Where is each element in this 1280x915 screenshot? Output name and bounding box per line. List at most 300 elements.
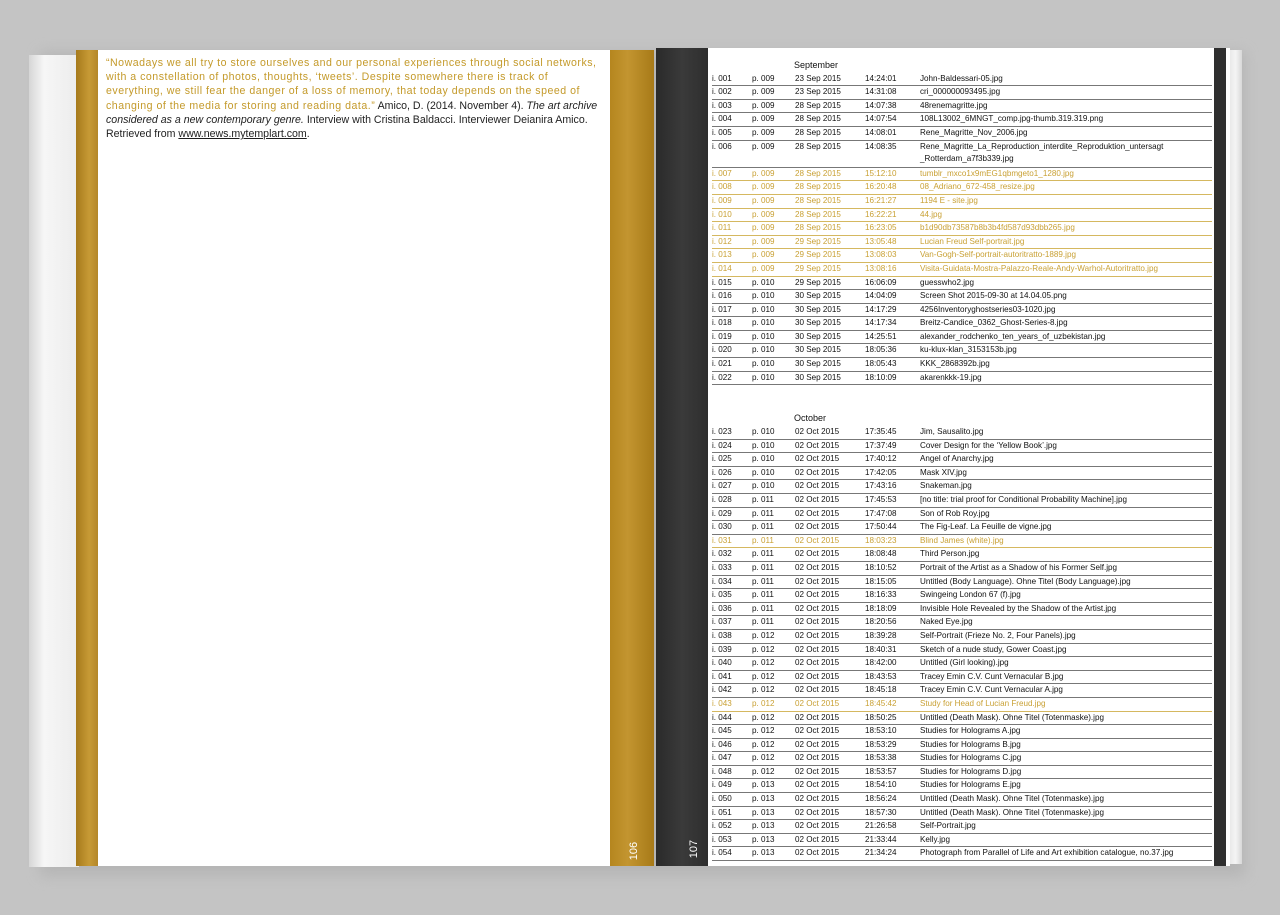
date: 02 Oct 2015 <box>795 603 840 613</box>
item-number: i. 023 <box>712 427 732 437</box>
time: 14:04:09 <box>865 291 897 301</box>
time: 14:08:01 <box>865 127 897 137</box>
filename: Studies for Holograms C.jpg <box>920 753 1022 763</box>
table-row <box>712 181 1212 195</box>
time: 16:06:09 <box>865 277 897 287</box>
filename: Self-Portrait.jpg <box>920 821 976 831</box>
filename: Visita-Guidata-Mostra-Palazzo-Reale-Andy-Warhol-Autoritratto.jpg <box>920 263 1158 273</box>
page-ref: p. 013 <box>752 848 775 858</box>
page-ref: p. 010 <box>752 372 775 382</box>
item-number: i. 011 <box>712 223 732 233</box>
page-ref: p. 010 <box>752 318 775 328</box>
september-rows <box>712 73 1212 386</box>
page-ref: p. 009 <box>752 114 775 124</box>
date: 02 Oct 2015 <box>795 821 840 831</box>
item-number: i. 024 <box>712 440 732 450</box>
item-number: i. 032 <box>712 549 732 559</box>
time: 18:15:05 <box>865 576 897 586</box>
table-row <box>712 73 1212 87</box>
page-ref: p. 012 <box>752 644 775 654</box>
filename: Screen Shot 2015-09-30 at 14.04.05.png <box>920 291 1067 301</box>
table-row <box>712 168 1212 182</box>
filename: Jim, Sausalito.jpg <box>920 427 984 437</box>
date: 28 Sep 2015 <box>795 127 841 137</box>
page-ref: p. 011 <box>752 508 774 518</box>
date: 28 Sep 2015 <box>795 182 841 192</box>
filename: b1d90db73587b8b3b4fd587d93dbb265.jpg <box>920 223 1075 233</box>
time: 18:43:53 <box>865 671 897 681</box>
item-number: i. 015 <box>712 277 732 287</box>
time: 17:47:08 <box>865 508 897 518</box>
filename: Untitled (Death Mask). Ohne Titel (Totenmaske).jpg <box>920 794 1104 804</box>
item-number: i. 053 <box>712 834 732 844</box>
table-row <box>712 100 1212 114</box>
page-ref: p. 009 <box>752 263 775 273</box>
time: 16:21:27 <box>865 195 897 205</box>
filename: Untitled (Death Mask). Ohne Titel (Totenmaske).jpg <box>920 712 1104 722</box>
time: 18:53:10 <box>865 726 897 736</box>
filename: Portrait of the Artist as a Shadow of his Former Self.jpg <box>920 562 1118 572</box>
page-ref: p. 011 <box>752 495 774 504</box>
time: 18:05:36 <box>865 345 897 355</box>
time: 18:10:52 <box>865 562 897 572</box>
page-ref: p. 011 <box>752 617 774 627</box>
filename: Third Person.jpg <box>920 549 980 559</box>
time: 13:08:16 <box>865 263 897 273</box>
right-page-number-text: 107 <box>688 839 700 859</box>
item-number: i. 005 <box>712 127 732 137</box>
table-row <box>712 236 1212 250</box>
item-number: i. 004 <box>712 114 732 124</box>
date: 28 Sep 2015 <box>795 168 841 178</box>
filename: Cover Design for the ‘Yellow Book’.jpg <box>920 440 1057 450</box>
time: 18:40:31 <box>865 644 897 654</box>
table-row <box>712 358 1212 372</box>
item-number: i. 021 <box>712 359 732 369</box>
page-ref: p. 011 <box>752 562 774 572</box>
image-index-table <box>712 59 1212 861</box>
date: 02 Oct 2015 <box>795 726 840 736</box>
page-ref: p. 011 <box>752 522 774 532</box>
page-ref: p. 012 <box>752 739 775 749</box>
date: 23 Sep 2015 <box>795 73 841 83</box>
item-number: i. 022 <box>712 372 732 382</box>
month-gap <box>712 385 1212 412</box>
table-row <box>712 834 1212 848</box>
table-row <box>712 508 1212 522</box>
table-row <box>712 562 1212 576</box>
time: 17:42:05 <box>865 467 897 477</box>
item-number: i. 026 <box>712 467 732 477</box>
filename: Self-Portrait (Frieze No. 2, Four Panels).jpg <box>920 630 1076 640</box>
item-number: i. 033 <box>712 562 732 572</box>
time: 18:53:29 <box>865 739 897 749</box>
date: 30 Sep 2015 <box>795 291 841 301</box>
left-page-gold-edge <box>76 50 98 866</box>
table-row <box>712 603 1212 617</box>
filename: Photograph from Parallel of Life and Art exhibition catalogue, no.37.jpg <box>920 848 1174 858</box>
page-ref: p. 012 <box>752 658 775 668</box>
page-ref: p. 013 <box>752 821 775 831</box>
date: 02 Oct 2015 <box>795 780 840 790</box>
filename: The Fig-Leaf. La Feuille de vigne.jpg <box>920 522 1052 532</box>
time: 18:16:33 <box>865 590 897 600</box>
page-ref: p. 010 <box>752 345 775 355</box>
filename: Study for Head of Lucian Freud.jpg <box>920 698 1046 708</box>
date: 29 Sep 2015 <box>795 236 841 246</box>
time: 14:31:08 <box>865 87 897 97</box>
filename: Invisible Hole Revealed by the Shadow of the Artist.jpg <box>920 603 1117 613</box>
page-ref: p. 010 <box>752 440 775 450</box>
date: 02 Oct 2015 <box>795 454 840 464</box>
table-row <box>712 752 1212 766</box>
filename: Rene_Magritte_Nov_2006.jpg <box>920 127 1028 137</box>
page-ref: p. 009 <box>752 223 775 233</box>
table-row <box>712 372 1212 386</box>
item-number: i. 034 <box>712 576 732 586</box>
time: 18:54:10 <box>865 780 897 790</box>
table-row <box>712 779 1212 793</box>
filename: Lucian Freud Self-portrait.jpg <box>920 236 1025 246</box>
page-ref: p. 012 <box>752 726 775 736</box>
item-number: i. 050 <box>712 794 732 804</box>
month-heading-september: September <box>794 60 839 70</box>
date: 30 Sep 2015 <box>795 331 841 341</box>
item-number: i. 008 <box>712 182 732 192</box>
item-number: i. 049 <box>712 780 732 790</box>
item-number: i. 044 <box>712 712 732 722</box>
filename: John-Baldessari-05.jpg <box>920 73 1003 83</box>
filename: [no title: trial proof for Conditional Probability Machine].jpg <box>920 495 1127 504</box>
filename: Untitled (Death Mask). Ohne Titel (Totenmaske).jpg <box>920 807 1104 817</box>
item-number: i. 030 <box>712 522 732 532</box>
date: 02 Oct 2015 <box>795 671 840 681</box>
filename: Swingeing London 67 (f).jpg <box>920 590 1021 600</box>
table-row <box>712 807 1212 821</box>
item-number: i. 007 <box>712 168 732 178</box>
time: 18:18:09 <box>865 603 897 613</box>
date: 23 Sep 2015 <box>795 87 841 97</box>
date: 30 Sep 2015 <box>795 359 841 369</box>
page-ref: p. 010 <box>752 277 775 287</box>
page-ref: p. 009 <box>752 87 775 97</box>
time: 18:56:24 <box>865 794 897 804</box>
page-ref: p. 013 <box>752 794 775 804</box>
date: 02 Oct 2015 <box>795 549 840 559</box>
table-row <box>712 86 1212 100</box>
date: 30 Sep 2015 <box>795 304 841 314</box>
table-row <box>712 127 1212 141</box>
time: 18:03:23 <box>865 535 897 545</box>
table-row <box>712 467 1212 481</box>
page-ref: p. 009 <box>752 182 775 192</box>
table-row <box>712 535 1212 549</box>
table-row <box>712 263 1212 277</box>
date: 02 Oct 2015 <box>795 685 840 695</box>
date: 02 Oct 2015 <box>795 766 840 776</box>
date: 02 Oct 2015 <box>795 794 840 804</box>
filename: alexander_rodchenko_ten_years_of_uzbekistan.jpg <box>920 331 1106 341</box>
time: 18:45:18 <box>865 685 897 695</box>
table-row <box>712 725 1212 739</box>
page-ref: p. 012 <box>752 671 775 681</box>
item-number: i. 043 <box>712 698 732 708</box>
table-row <box>712 847 1212 861</box>
filename: 108L13002_6MNGT_comp.jpg-thumb.319.319.png <box>920 114 1104 124</box>
filename: 4256Inventoryghostseries03-1020.jpg <box>920 304 1056 314</box>
item-number: i. 020 <box>712 345 732 355</box>
filename: guesswho2.jpg <box>920 277 974 287</box>
page-ref: p. 009 <box>752 141 775 151</box>
date: 29 Sep 2015 <box>795 277 841 287</box>
page-ref: p. 012 <box>752 630 775 640</box>
table-row <box>712 521 1212 535</box>
item-number: i. 010 <box>712 209 732 219</box>
page-ref: p. 010 <box>752 427 775 437</box>
time: 14:25:51 <box>865 331 897 341</box>
item-number: i. 028 <box>712 495 732 504</box>
date: 02 Oct 2015 <box>795 576 840 586</box>
item-number: i. 006 <box>712 141 732 151</box>
page-ref: p. 009 <box>752 100 775 110</box>
filename: tumblr_mxco1x9mEG1qbmgeto1_1280.jpg <box>920 168 1074 178</box>
page-ref: p. 010 <box>752 454 775 464</box>
book-cover-left <box>29 55 79 867</box>
item-number: i. 012 <box>712 236 732 246</box>
time: 14:08:35 <box>865 141 897 151</box>
date: 28 Sep 2015 <box>795 100 841 110</box>
filename: Sketch of a nude study, Gower Coast.jpg <box>920 644 1067 654</box>
table-row <box>712 684 1212 698</box>
date: 28 Sep 2015 <box>795 195 841 205</box>
page-ref: p. 013 <box>752 834 775 844</box>
filename: KKK_2868392b.jpg <box>920 359 990 369</box>
table-row <box>712 657 1212 671</box>
time: 14:17:34 <box>865 318 897 328</box>
item-number: i. 039 <box>712 644 732 654</box>
time: 17:35:45 <box>865 427 897 437</box>
table-row <box>712 222 1212 236</box>
table-row <box>712 331 1212 345</box>
citation-details: Interview with Cristina Baldacci. Interviewer Deianira Amico. Retrieved from <box>106 113 588 141</box>
page-ref: p. 010 <box>752 291 775 301</box>
time: 14:24:01 <box>865 73 897 83</box>
time: 16:22:21 <box>865 209 897 219</box>
page-ref: p. 010 <box>752 481 775 491</box>
october-rows <box>712 426 1212 861</box>
table-row <box>712 304 1212 318</box>
page-ref: p. 009 <box>752 250 775 260</box>
item-number: i. 046 <box>712 739 732 749</box>
left-page-number <box>626 820 640 866</box>
item-number: i. 016 <box>712 291 732 301</box>
date: 30 Sep 2015 <box>795 318 841 328</box>
time: 18:39:28 <box>865 630 897 640</box>
date: 02 Oct 2015 <box>795 712 840 722</box>
item-number: i. 003 <box>712 100 732 110</box>
date: 02 Oct 2015 <box>795 630 840 640</box>
table-row <box>712 494 1212 508</box>
left-page-number-text: 106 <box>628 841 640 861</box>
filename: Untitled (Girl looking).jpg <box>920 658 1009 668</box>
time: 18:08:48 <box>865 549 897 559</box>
citation-author: Amico, D. (2014. November 4). <box>375 99 527 112</box>
filename: Tracey Emin C.V. Cunt Vernacular B.jpg <box>920 671 1064 681</box>
page-ref: p. 009 <box>752 195 775 205</box>
left-page <box>76 50 654 866</box>
time: 17:37:49 <box>865 440 897 450</box>
page-ref: p. 010 <box>752 331 775 341</box>
date: 02 Oct 2015 <box>795 508 840 518</box>
table-row <box>712 712 1212 726</box>
page-ref: p. 009 <box>752 236 775 246</box>
date: 02 Oct 2015 <box>795 807 840 817</box>
filename: Son of Rob Roy.jpg <box>920 508 990 518</box>
filename: ku-klux-klan_3153153b.jpg <box>920 345 1017 355</box>
quote-block <box>106 56 604 141</box>
time: 18:05:43 <box>865 359 897 369</box>
right-page-number <box>686 818 700 866</box>
page-ref: p. 010 <box>752 304 775 314</box>
table-row <box>712 616 1212 630</box>
item-number: i. 042 <box>712 685 732 695</box>
table-row <box>712 453 1212 467</box>
date: 28 Sep 2015 <box>795 223 841 233</box>
page-ref: p. 012 <box>752 685 775 695</box>
table-row <box>712 630 1212 644</box>
date: 02 Oct 2015 <box>795 848 840 858</box>
item-number: i. 037 <box>712 617 732 627</box>
date: 02 Oct 2015 <box>795 698 840 708</box>
page-ref: p. 010 <box>752 467 775 477</box>
date: 30 Sep 2015 <box>795 372 841 382</box>
item-number: i. 041 <box>712 671 732 681</box>
table-row <box>712 141 1212 168</box>
date: 29 Sep 2015 <box>795 263 841 273</box>
page-ref: p. 011 <box>752 576 774 586</box>
item-number: i. 027 <box>712 481 732 491</box>
item-number: i. 025 <box>712 454 732 464</box>
item-number: i. 051 <box>712 807 732 817</box>
date: 29 Sep 2015 <box>795 250 841 260</box>
date: 02 Oct 2015 <box>795 495 840 504</box>
right-page-black-edge <box>1214 48 1226 866</box>
left-page-gold-strip <box>610 50 654 866</box>
item-number: i. 048 <box>712 766 732 776</box>
filename: Mask XIV.jpg <box>920 467 967 477</box>
filename: Kelly.jpg <box>920 834 950 844</box>
item-number: i. 047 <box>712 753 732 763</box>
item-number: i. 031 <box>712 535 732 545</box>
table-row <box>712 209 1212 223</box>
time: 14:07:54 <box>865 114 897 124</box>
item-number: i. 035 <box>712 590 732 600</box>
filename: akarenkkk-19.jpg <box>920 372 982 382</box>
table-row <box>712 576 1212 590</box>
date: 28 Sep 2015 <box>795 209 841 219</box>
item-number: i. 036 <box>712 603 732 613</box>
table-row <box>712 344 1212 358</box>
filename: 1194 E - site.jpg <box>920 195 978 205</box>
table-row <box>712 426 1212 440</box>
citation-title: The art archive considered as a new contemporary genre. <box>106 99 598 126</box>
time: 18:20:56 <box>865 617 897 627</box>
date: 30 Sep 2015 <box>795 345 841 355</box>
table-row <box>712 249 1212 263</box>
item-number: i. 054 <box>712 848 732 858</box>
date: 28 Sep 2015 <box>795 141 841 151</box>
table-row <box>712 317 1212 331</box>
filename: Blind James (white).jpg <box>920 535 1004 545</box>
page-ref: p. 009 <box>752 209 775 219</box>
table-row <box>712 480 1212 494</box>
time: 17:43:16 <box>865 481 897 491</box>
table-row <box>712 290 1212 304</box>
time: 13:08:03 <box>865 250 897 260</box>
item-number: i. 038 <box>712 630 732 640</box>
citation-url-link[interactable]: www.news.mytemplart.com <box>178 128 307 141</box>
filename: cri_000000093495.jpg <box>920 87 1001 97</box>
date: 02 Oct 2015 <box>795 535 840 545</box>
page-ref: p. 009 <box>752 168 775 178</box>
quote-text: “Nowadays we all try to store ourselves and our personal experiences through social networks, with a constellation of photos, thoughts, ‘tweets’. Despite somewhere there is track of everything, we still fear the danger of a loss of memory, that today depends on the speed of changing of the media for storing and reading data.” <box>106 57 597 112</box>
date: 02 Oct 2015 <box>795 481 840 491</box>
time: 16:20:48 <box>865 182 897 192</box>
date: 02 Oct 2015 <box>795 467 840 477</box>
time: 14:17:29 <box>865 304 897 314</box>
item-number: i. 002 <box>712 87 732 97</box>
time: 18:50:25 <box>865 712 897 722</box>
page-ref: p. 009 <box>752 127 775 137</box>
right-page-black-strip <box>656 48 708 866</box>
page-ref: p. 012 <box>752 753 775 763</box>
date: 28 Sep 2015 <box>795 114 841 124</box>
time: 14:07:38 <box>865 100 897 110</box>
table-row <box>712 793 1212 807</box>
right-page <box>656 48 1230 866</box>
time: 21:34:24 <box>865 848 897 858</box>
table-row <box>712 766 1212 780</box>
filename: Untitled (Body Language). Ohne Titel (Body Language).jpg <box>920 576 1131 586</box>
date: 02 Oct 2015 <box>795 562 840 572</box>
time: 15:12:10 <box>865 168 897 178</box>
filename: Naked Eye.jpg <box>920 617 973 627</box>
time: 21:33:44 <box>865 834 897 844</box>
date: 02 Oct 2015 <box>795 617 840 627</box>
time: 18:57:30 <box>865 807 897 817</box>
table-row <box>712 195 1212 209</box>
time: 17:45:53 <box>865 495 897 504</box>
time: 18:53:38 <box>865 753 897 763</box>
date: 02 Oct 2015 <box>795 658 840 668</box>
filename: Angel of Anarchy.jpg <box>920 454 994 464</box>
filename: Studies for Holograms E.jpg <box>920 780 1021 790</box>
time: 16:23:05 <box>865 223 897 233</box>
filename: Van-Gogh-Self-portrait-autoritratto-1889.jpg <box>920 250 1076 260</box>
table-row <box>712 739 1212 753</box>
month-heading-october: October <box>794 413 827 424</box>
filename: Breitz-Candice_0362_Ghost-Series-8.jpg <box>920 318 1068 328</box>
filename: Studies for Holograms B.jpg <box>920 739 1021 749</box>
date: 02 Oct 2015 <box>795 590 840 600</box>
page-ref: p. 013 <box>752 780 775 790</box>
time: 17:50:44 <box>865 522 897 532</box>
time: 21:26:58 <box>865 821 897 831</box>
filename: Snakeman.jpg <box>920 481 972 491</box>
table-row <box>712 440 1212 454</box>
page-ref: p. 011 <box>752 549 774 559</box>
item-number: i. 052 <box>712 821 732 831</box>
